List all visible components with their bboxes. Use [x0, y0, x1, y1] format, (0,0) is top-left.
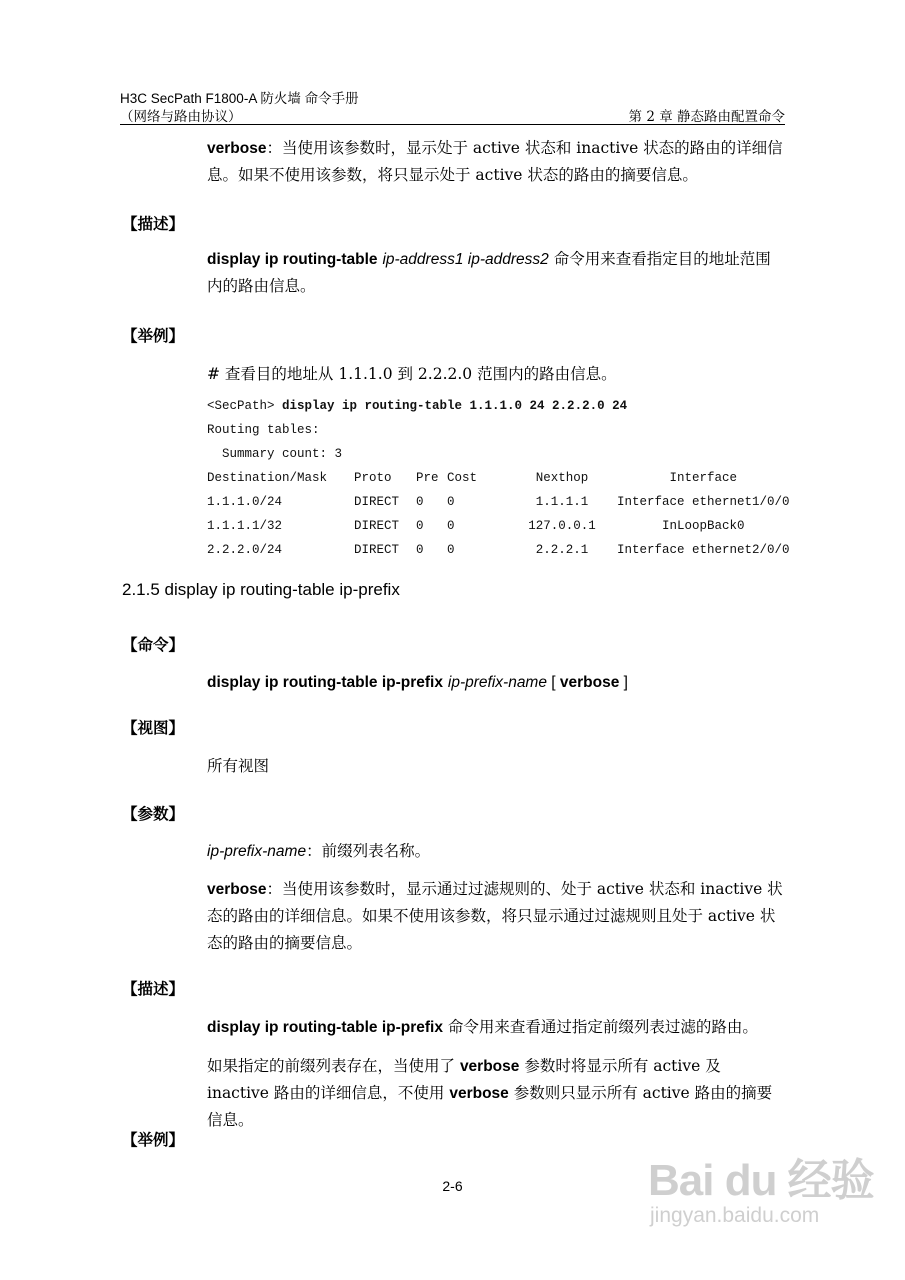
heading-parameters: 【参数】 — [122, 804, 185, 823]
table-row — [207, 538, 790, 562]
description-prev — [207, 246, 785, 300]
view-text: 所有视图 — [207, 757, 270, 775]
cell-pre: 0 — [416, 543, 424, 557]
cell-nexthop: 127.0.0.1 — [528, 519, 596, 533]
col-interface: Interface — [669, 471, 738, 485]
table-row — [207, 490, 790, 514]
cell-nexthop: 2.2.2.1 — [535, 543, 589, 557]
cell-destination: 2.2.2.0/24 — [207, 543, 283, 557]
heading-view: 【视图】 — [122, 718, 185, 737]
heading-command: 【命令】 — [122, 635, 185, 654]
table-header-row — [207, 466, 790, 490]
syntax-arg: ip-prefix-name — [447, 674, 547, 691]
param-desc: ：当使用该参数时，显示通过过滤规则的、处于 active 状态和 inactive 状态的路由的详细信息。如果不使用该参数，将只显示通过过滤规则且处于 active 状态的路由的摘要信息。 — [207, 880, 783, 952]
cell-cost: 0 — [447, 519, 455, 533]
cell-interface: Interface ethernet2/0/0 — [617, 543, 790, 557]
desc-command: display ip routing-table — [207, 251, 378, 268]
code-routing-tables: Routing tables: — [207, 423, 320, 437]
baidu-watermark — [640, 1140, 880, 1250]
heading-example-prev: 【举例】 — [122, 326, 185, 345]
watermark-url: jingyan.baidu.com — [650, 1204, 820, 1227]
desc-text: 参数则只显示所有 active 路由的摘要信息。 — [207, 1084, 773, 1129]
header-rule — [120, 124, 785, 125]
param-desc: ：前缀列表名称。 — [306, 842, 431, 860]
routing-table-output — [207, 466, 790, 562]
code-prompt: <SecPath> — [207, 399, 283, 413]
manual-title: H3C SecPath F1800-A 防火墙 命令手册 — [120, 91, 359, 106]
desc-keyword: verbose — [459, 1058, 520, 1075]
cell-interface: InLoopBack0 — [662, 519, 745, 533]
cell-interface: Interface ethernet1/0/0 — [617, 495, 790, 509]
desc-text: 命令用来查看指定目的地址范围内的路由信息。 — [207, 250, 771, 295]
syntax-bracket-open: [ — [546, 674, 560, 691]
cell-proto: DIRECT — [354, 543, 400, 557]
col-proto: Proto — [354, 471, 392, 485]
col-nexthop: Nexthop — [535, 471, 589, 485]
cell-proto: DIRECT — [354, 519, 400, 533]
cell-destination: 1.1.1.0/24 — [207, 495, 283, 509]
param-term: ip-prefix-name — [207, 843, 307, 860]
cell-proto: DIRECT — [354, 495, 400, 509]
param-ip-prefix-name — [207, 838, 785, 865]
cell-nexthop: 1.1.1.1 — [535, 495, 589, 509]
col-pre: Pre — [416, 471, 439, 485]
manual-subtitle: （网络与路由协议） — [120, 109, 242, 125]
param-term: verbose — [207, 881, 267, 898]
description-2 — [207, 1053, 785, 1134]
cell-cost: 0 — [447, 543, 455, 557]
page-number: 2-6 — [442, 1178, 463, 1194]
description-1 — [207, 1014, 785, 1041]
syntax-bracket-close: ] — [619, 674, 628, 691]
watermark-logo: Bai du 经验 — [648, 1156, 874, 1205]
section-title: 2.1.5 display ip routing-table ip-prefix — [122, 580, 400, 599]
syntax-command: display ip routing-table ip-prefix — [207, 674, 443, 691]
param-desc: ：当使用该参数时，显示处于 active 状态和 inactive 状态的路由的详细信息。如果不使用该参数，将只显示处于 active 状态的路由的摘要信息。 — [207, 139, 783, 184]
col-destination: Destination/Mask — [207, 471, 328, 485]
table-row — [207, 514, 790, 538]
desc-command: display ip routing-table ip-prefix — [207, 1019, 443, 1036]
heading-example: 【举例】 — [122, 1130, 185, 1149]
param-verbose-prev — [207, 135, 785, 189]
desc-text: 命令用来查看通过指定前缀列表过滤的路由。 — [447, 1018, 758, 1036]
col-cost: Cost — [447, 471, 478, 485]
param-term: verbose — [207, 140, 267, 157]
heading-description-prev: 【描述】 — [122, 214, 185, 233]
chapter-title: 第 2 章 静态路由配置命令 — [628, 109, 785, 125]
desc-args: ip-address1 ip-address2 — [382, 251, 549, 268]
desc-keyword: verbose — [449, 1085, 509, 1102]
code-summary-count: Summary count: 3 — [207, 447, 343, 461]
cell-destination: 1.1.1.1/32 — [207, 519, 283, 533]
example-comment: # 查看目的地址从 1.1.1.0 到 2.2.2.0 范围内的路由信息。 — [207, 365, 617, 383]
syntax-option: verbose — [559, 674, 620, 691]
cell-cost: 0 — [447, 495, 455, 509]
desc-text: 参数时将显示所有 active 及 inactive 路由的详细信息，不使用 — [207, 1057, 721, 1102]
param-verbose — [207, 876, 785, 957]
heading-description: 【描述】 — [122, 979, 185, 998]
code-command-line — [207, 394, 627, 418]
command-syntax — [207, 669, 785, 696]
code-command: display ip routing-table 1.1.1.0 24 2.2.2.0 24 — [282, 399, 628, 413]
cell-pre: 0 — [416, 495, 424, 509]
desc-text: 如果指定的前缀列表存在，当使用了 — [207, 1057, 460, 1075]
cell-pre: 0 — [416, 519, 424, 533]
